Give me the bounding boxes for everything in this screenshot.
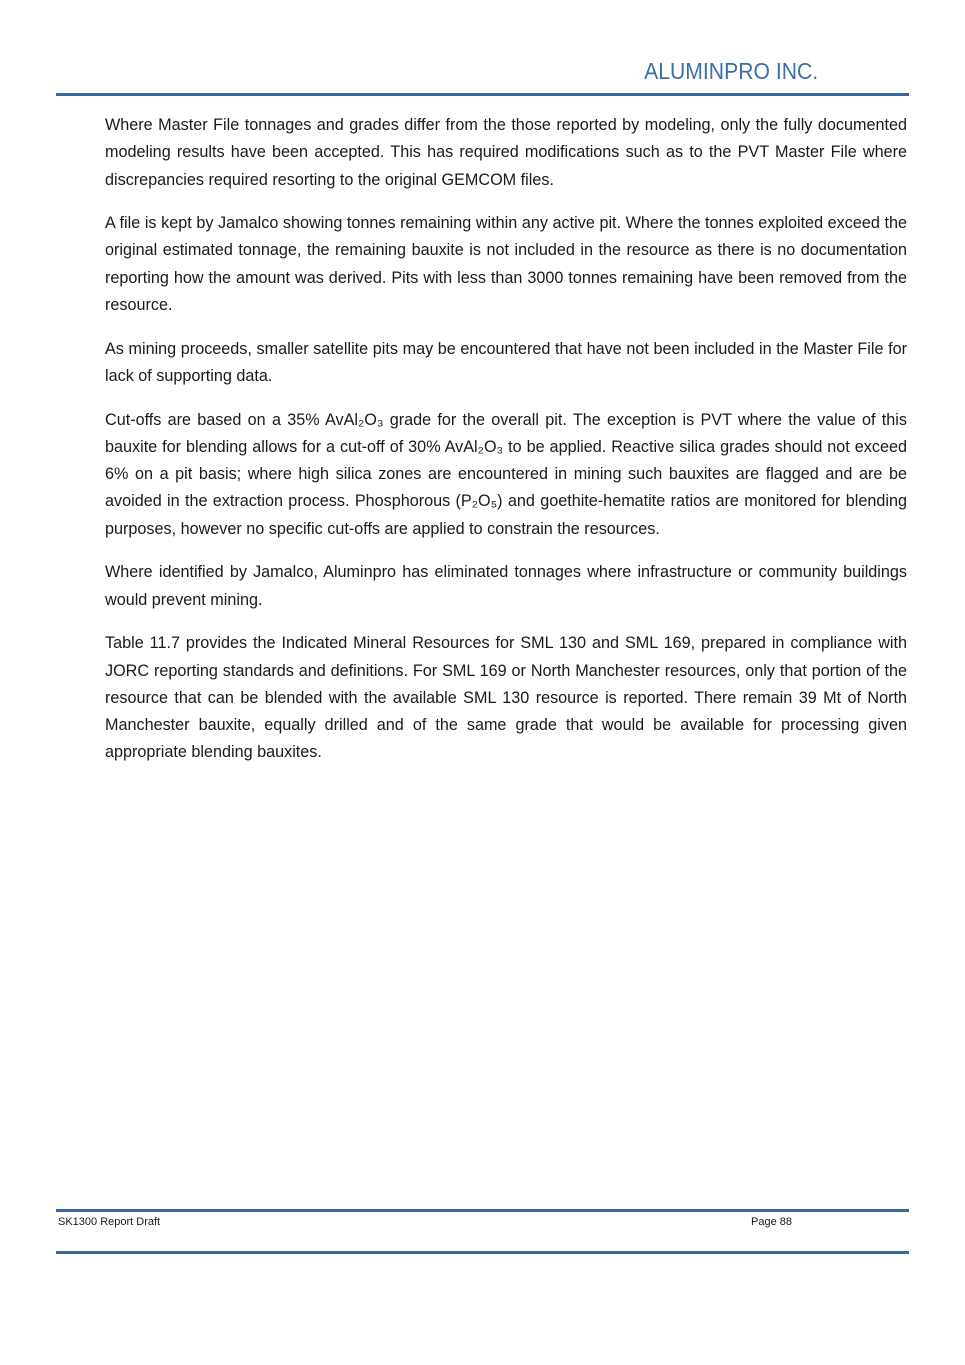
paragraph-tonnes-remaining: A file is kept by Jamalco showing tonnes remaining within any active pit. Where the tonnes exploited exceed the original estimated tonnage, the remaining bauxite is not included in the resource as there is no documentation reporting how the amount was derived. Pits with less than 3000 tonnes remaining have been removed from the resource. — [105, 214, 907, 315]
paragraph-master-file: Where Master File tonnages and grades differ from the those reported by modeling, only the fully documented modeling results have been accepted. This has required modifications such as to the PVT Master File where discrepancies required resorting to the original GEMCOM files. — [105, 116, 907, 189]
document-body — [105, 112, 907, 783]
footer-document-name: SK1300 Report Draft — [58, 1216, 161, 1228]
company-header-title: ALUMINPRO INC. — [643, 58, 818, 84]
header-divider — [56, 93, 909, 96]
paragraph-satellite-pits: As mining proceeds, smaller satellite pits may be encountered that have not been included in the Master File for lack of supporting data. — [105, 339, 907, 385]
footer-divider-top — [56, 1209, 909, 1212]
paragraph-cut-offs: Cut-offs are based on a 35% AvAl₂O₃ grade for the overall pit. The exception is PVT where the value of this bauxite for blending allows for a cut-off of 30% AvAl₂O₃ to be applied. Reactive silica grades should not exceed 6% on a pit basis; where high silica zones are encountered in mining such bauxites are flagged and are be avoided in the extraction process. Phosphorous (P₂O₅) and goethite-hematite ratios are monitored for blending purposes, however no specific cut-offs are applied to constrain the resources. — [105, 410, 907, 538]
paragraph-table-reference: Table 11.7 provides the Indicated Mineral Resources for SML 130 and SML 169, prepared in compliance with JORC reporting standards and definitions. For SML 169 or North Manchester resources, only that portion of the resource that can be blended with the available SML 130 resource is reported. There remain 39 Mt of North Manchester bauxite, equally drilled and of the same grade that would be available for processing given appropriate blending bauxites. — [105, 634, 907, 762]
paragraph-infrastructure: Where identified by Jamalco, Aluminpro has eliminated tonnages where infrastructure or community buildings would prevent mining. — [105, 563, 907, 609]
footer-divider-bottom — [56, 1251, 909, 1254]
footer-page-number: Page 88 — [751, 1216, 792, 1228]
